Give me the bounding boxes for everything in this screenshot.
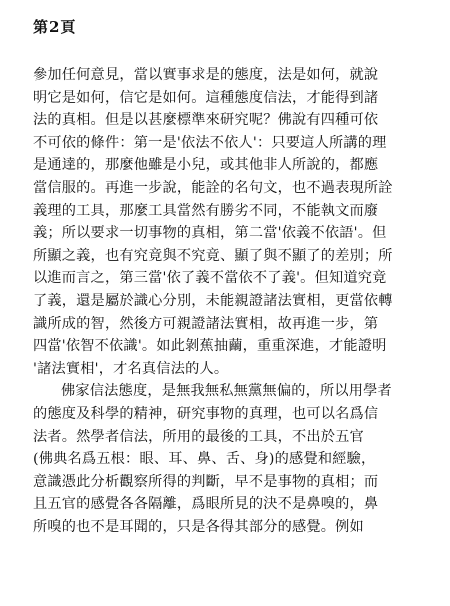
text-line: 意識憑此分析觀察所得的判斷，早不是事物的真相；而: [33, 473, 379, 490]
text-line: 是通達的，那麼他雖是小兒，或其他非人所說的，都應: [33, 157, 379, 174]
text-line: 識所成的智，然後方可親證諸法實相，故再進一步，第: [33, 315, 379, 332]
text-line: 的態度及科學的精神，研究事物的真理，也可以名爲信: [33, 405, 379, 422]
text-line: 明它是如何，信它是如何。這種態度信法，才能得到諸: [33, 89, 379, 106]
text-line: (佛典名爲五根：眼、耳、鼻、舌、身)的感覺和經驗，: [33, 451, 376, 468]
page-number-header: 第2頁: [33, 18, 77, 36]
text-line: 佛家信法態度，是無我無私無黨無偏的，所以用學者: [61, 383, 392, 400]
text-line: 當信服的。再進一步說，能詮的名句文，也不過表現所詮: [33, 179, 393, 196]
text-line: 義理的工具，那麼工具當然有勝劣不同，不能執文而廢: [33, 202, 379, 219]
text-line: '諸法實相'，才名真信法的人。: [33, 360, 229, 377]
text-line: 以進而言之，第三當'依了義不當依不了義'。但知道究竟: [33, 270, 387, 287]
text-line: 所嗅的也不是耳聞的，只是各得其部分的感覺。例如: [33, 518, 364, 535]
text-line: 法者。然學者信法，所用的最後的工具，不出於五官: [33, 428, 364, 445]
text-line: 四當'依智不依識'。如此剝蕉抽繭，重重深進，才能證明: [33, 338, 387, 355]
text-line: 不可依的條件：第一是'依法不依人'：只要這人所講的理: [33, 134, 387, 151]
body-text: [33, 64, 435, 538]
text-line: 且五官的感覺各各隔離，爲眼所見的決不是鼻嗅的，鼻: [33, 496, 379, 513]
text-line: 所顯之義，也有究竟與不究竟、顯了與不顯了的差別；所: [33, 247, 393, 264]
text-line: 法的真相。但是以甚麼標準來研究呢？佛說有四種可依: [33, 112, 379, 129]
text-line: 參加任何意見，當以實事求是的態度，法是如何，就說: [33, 67, 379, 83]
text-line: 了義，還是屬於識心分別，未能親證諸法實相，更當依轉: [33, 292, 393, 309]
text-line: 義；所以要求一切事物的真相，第二當'依義不依語'。但: [33, 225, 387, 242]
